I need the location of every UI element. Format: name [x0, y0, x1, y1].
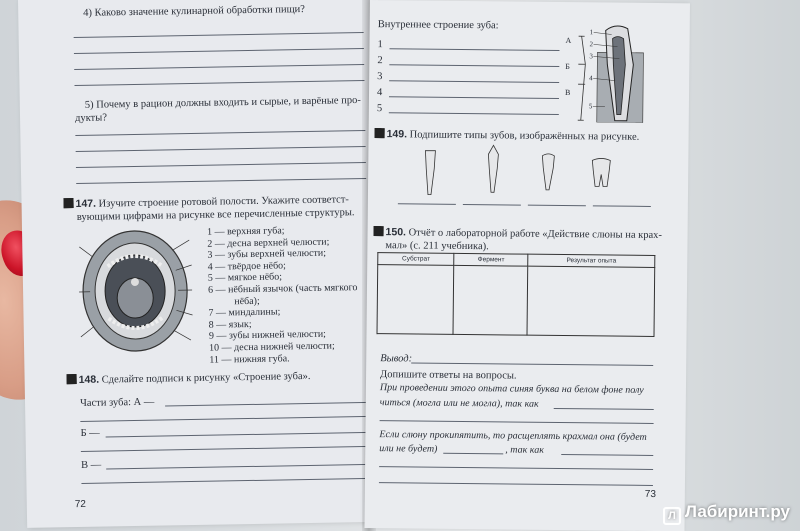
answer-line: [389, 48, 559, 51]
inner-number: 3: [377, 71, 383, 83]
inner-number: 4: [376, 87, 383, 99]
structure-item: 4 — твёрдое нёбо;: [207, 260, 286, 273]
answer-line: [165, 402, 370, 407]
incisor-tooth-icon: [423, 149, 438, 197]
task-marker-icon: [374, 226, 384, 236]
molar-tooth-icon: [590, 156, 612, 188]
answer-line: [389, 80, 559, 83]
structure-item: 11 — нижняя губа.: [209, 352, 290, 366]
answer-line: [379, 482, 653, 486]
answer-line: [380, 420, 654, 424]
inner-number: 1: [377, 39, 383, 51]
answer-prompt: Допишите ответы на вопросы.: [380, 369, 517, 382]
left-page: [18, 0, 387, 528]
answer-line: [106, 464, 371, 470]
task-marker-icon: [67, 374, 77, 384]
answer-1-line2: читься (могла или не могла), так как: [379, 397, 539, 410]
answer-line: [398, 203, 456, 205]
answer-line: [411, 362, 653, 366]
answer-line: [75, 130, 365, 136]
watermark-text: Лабиринт.ру: [684, 502, 790, 521]
task-147-line2: вующими цифрами на рисунке все перечисленные структуры.: [76, 207, 355, 224]
inner-structure-title: Внутреннее строение зуба:: [377, 19, 499, 32]
table-cell: [377, 265, 454, 335]
answer-2-line2: или не будет): [379, 443, 438, 455]
diagram-letter: В: [564, 88, 571, 98]
answer-line: [80, 416, 370, 422]
answer-line: [389, 96, 559, 99]
diagram-number: 2: [589, 40, 594, 49]
task-150-line1: 150. Отчёт о лабораторной работе «Действие слюны на крах-: [373, 226, 661, 242]
answer-line: [74, 80, 364, 86]
diagram-number: 5: [588, 102, 593, 111]
structure-item: нёба);: [234, 295, 260, 307]
answer-line: [74, 64, 364, 70]
labirint-watermark: [663, 502, 790, 525]
answer-line: [74, 32, 364, 38]
labirint-logo-icon: Л: [663, 507, 681, 525]
structure-item: 5 — мягкое нёбо;: [207, 271, 283, 285]
task-148: 148. Сделайте подписи к рисунку «Строение зуба».: [67, 370, 311, 387]
answer-line: [81, 446, 371, 452]
mouth-cavity-diagram: [77, 225, 194, 357]
lab-report-table: [377, 252, 656, 337]
table-header: Результат опыта: [528, 254, 655, 267]
question-5-line1: 5) Почему в рацион должны входить и сырые, и варёные про-: [84, 95, 361, 111]
parts-label: Части зуба: А —: [79, 396, 155, 409]
answer-1-line1: При проведении этого опыта синяя буква на белом фоне полу: [379, 382, 644, 396]
structure-item: 10 — десна нижней челюсти;: [209, 340, 335, 354]
diagram-letter: Б: [565, 62, 570, 72]
task-marker-icon: [63, 198, 73, 208]
question-5-line2: дукты?: [74, 112, 108, 125]
premolar-tooth-icon: [540, 152, 556, 192]
answer-line: [443, 453, 503, 455]
table-cell: [527, 266, 655, 336]
structure-item: 2 — десна верхней челюсти;: [207, 236, 330, 250]
conclusion-label: Вывод:: [380, 353, 413, 365]
page-number-right: 73: [644, 488, 657, 501]
inner-number: 2: [377, 55, 383, 67]
table-header: Фермент: [454, 253, 528, 266]
right-page: [364, 0, 690, 531]
inner-number: 5: [376, 103, 383, 115]
table-cell: [453, 265, 527, 335]
structure-item: 9 — зубы нижней челюсти;: [208, 329, 327, 343]
structure-item: 3 — зубы верхней челюсти;: [207, 247, 327, 261]
answer-line: [76, 162, 366, 168]
answer-line: [593, 205, 651, 207]
structure-item: 8 — язык;: [208, 318, 252, 331]
answer-line: [463, 204, 521, 206]
answer-line: [528, 205, 586, 207]
answer-line: [76, 178, 366, 184]
diagram-number: 1: [589, 28, 594, 37]
table-header: Субстрат: [378, 253, 455, 266]
answer-line: [76, 146, 366, 152]
answer-line: [81, 478, 371, 484]
task-147-line1: 147. Изучите строение ротовой полости. Укажите соответст-: [63, 193, 349, 211]
diagram-letter: А: [565, 36, 572, 46]
question-4: 4) Каково значение кулинарной обработки пищи?: [83, 3, 305, 19]
answer-line: [106, 432, 371, 438]
structure-item: 1 — верхняя губа;: [206, 225, 285, 238]
page-number-left: 72: [74, 498, 87, 511]
structure-item: 6 — нёбный язычок (часть мягкого: [207, 282, 358, 296]
tooth-structure-diagram: [575, 24, 648, 123]
diagram-number: 4: [589, 74, 593, 83]
diagram-number: 3: [589, 52, 593, 61]
answer-line: [554, 408, 654, 410]
answer-line: [389, 112, 559, 115]
answer-2-line2-suffix: , так как: [505, 444, 544, 456]
answer-line: [389, 64, 559, 67]
structures-list: [207, 224, 359, 366]
task-149: 149. Подпишите типы зубов, изображённых на рисунке.: [375, 128, 640, 144]
task-marker-icon: [375, 128, 385, 138]
canine-tooth-icon: [486, 144, 501, 194]
answer-line: [561, 454, 653, 456]
part-b-label: Б —: [80, 427, 100, 439]
answer-line: [74, 48, 364, 54]
part-v-label: В —: [81, 459, 102, 471]
answer-2-line1: Если слюну прокипятить, то расщеплять крахмал она (будет: [379, 429, 647, 443]
answer-line: [379, 466, 653, 470]
task-150-line2: мал» (с. 211 учебника).: [385, 240, 489, 253]
structure-item: 7 — миндалины;: [208, 306, 281, 319]
